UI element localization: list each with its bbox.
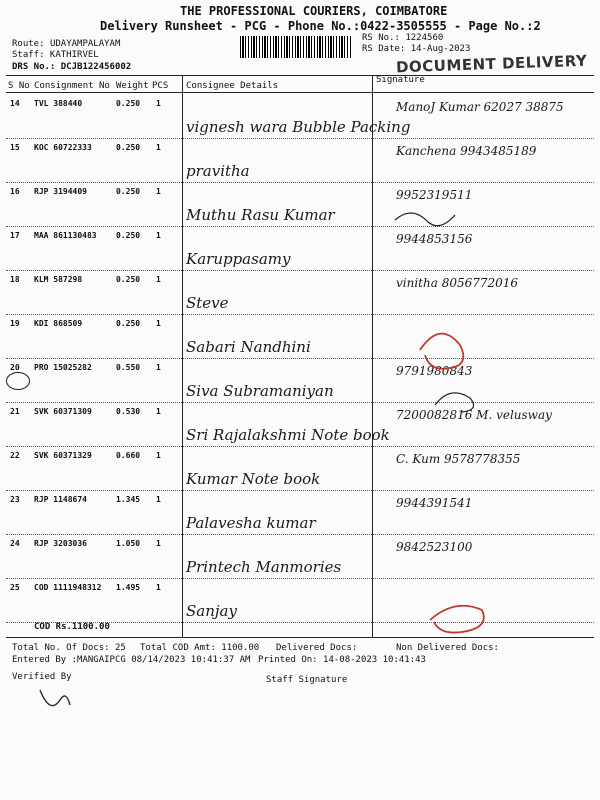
row-consignee-handwritten: vignesh wara Bubble Packing [186, 118, 411, 136]
col-signature: Signature [376, 75, 425, 85]
row-sno: 18 [10, 275, 20, 284]
row-signature-handwritten: Kanchena 9943485189 [396, 144, 537, 158]
row-consignee-handwritten: Palavesha kumar [186, 514, 316, 532]
col-consignee: Consignee Details [186, 81, 279, 91]
route-value: UDAYAMPALAYAM [49, 39, 121, 49]
row-consignment-no: TVL 388440 [34, 99, 83, 108]
row-consignment-no: COD 1111948312 [34, 583, 102, 592]
row-signature-handwritten: 9944391541 [396, 496, 473, 510]
staff-label: Staff: KATHIRVEL [12, 50, 99, 60]
row-signature-handwritten: vinitha 8056772016 [396, 276, 519, 290]
row-weight: 1.050 [116, 539, 141, 548]
row-sno: 23 [10, 495, 20, 504]
row-signature-handwritten: C. Kum 9578778355 [396, 452, 521, 466]
row-pcs: 1 [156, 451, 161, 460]
row-pcs: 1 [156, 407, 161, 416]
row-sno: 15 [10, 143, 20, 152]
row-signature-handwritten: 7200082816 M. velusway [396, 408, 552, 422]
staff-signature-label: Staff Signature [266, 675, 348, 685]
row-consignment-no: MAA 861130483 [34, 231, 97, 240]
runsheet-subtitle: Delivery Runsheet - PCG - Phone No.:0422-3505555 - Page No.:2 [100, 19, 541, 33]
col-weight: Weight [116, 81, 149, 91]
row-signature-handwritten: 9952319511 [396, 188, 473, 202]
row-sno: 14 [10, 99, 20, 108]
row-pcs: 1 [156, 187, 161, 196]
red-signature-25 [430, 606, 484, 633]
row-signature-handwritten: 9842523100 [396, 540, 473, 554]
row-consignment-no: SVK 60371329 [34, 451, 92, 460]
row-consignee-handwritten: Sabari Nandhini [186, 338, 311, 356]
entered-by: Entered By :MANGAIPCG 08/14/2023 10:41:37 AM [12, 655, 251, 665]
delivered-docs: Delivered Docs: [276, 643, 358, 653]
row-consignee-handwritten: Sanjay [186, 602, 237, 620]
row-consignee-handwritten: Kumar Note book [186, 470, 321, 488]
row-consignment-no: RJP 3194409 [34, 187, 87, 196]
row-weight: 0.250 [116, 99, 141, 108]
row-weight: 0.250 [116, 275, 141, 284]
col-sno: S No [8, 81, 30, 91]
row-consignment-no: RJP 3203036 [34, 539, 87, 548]
row-weight: 0.550 [116, 363, 141, 372]
row-weight: 0.250 [116, 143, 141, 152]
document-delivery-stamp: DOCUMENT DELIVERY [395, 51, 588, 77]
row-consignee-handwritten: Sri Rajalakshmi Note book [186, 426, 390, 444]
company-title: THE PROFESSIONAL COURIERS, COIMBATORE [180, 4, 448, 18]
row-weight: 1.345 [116, 495, 141, 504]
printed-on: Printed On: 14-08-2023 10:41:43 [258, 655, 426, 665]
non-delivered-docs: Non Delivered Docs: [396, 643, 499, 653]
row-pcs: 1 [156, 319, 161, 328]
signature-scribble-16 [395, 213, 455, 226]
row-sno: 24 [10, 539, 20, 548]
row-weight: 1.495 [116, 583, 141, 592]
rs-date: RS Date: 14-Aug-2023 [362, 44, 471, 54]
row-consignment-no: RJP 1148674 [34, 495, 87, 504]
row-weight: 0.660 [116, 451, 141, 460]
tick-mark-verified [40, 690, 70, 706]
cod-amount: COD Rs.1100.00 [34, 622, 110, 632]
row-weight: 0.250 [116, 187, 141, 196]
row-consignee-handwritten: Printech Manmories [186, 558, 342, 576]
row-signature-handwritten: 9791980843 [396, 364, 473, 378]
row-weight: 0.530 [116, 407, 141, 416]
red-signature-19 [420, 334, 463, 369]
row-signature-handwritten: ManoJ Kumar 62027 38875 [396, 100, 564, 114]
row-pcs: 1 [156, 363, 161, 372]
row-sno: 22 [10, 451, 20, 460]
row-signature-handwritten: 9944853156 [396, 232, 473, 246]
row-pcs: 1 [156, 495, 161, 504]
row-consignment-no: PRO 15025282 [34, 363, 92, 372]
row-pcs: 1 [156, 275, 161, 284]
col-consignment: Consignment No [34, 81, 110, 91]
row-consignment-no: KOC 60722333 [34, 143, 92, 152]
row-consignment-no: KDI 868509 [34, 319, 83, 328]
row-pcs: 1 [156, 99, 161, 108]
signature-scribble-20 [435, 393, 474, 412]
row-weight: 0.250 [116, 319, 141, 328]
row-consignee-handwritten: pravitha [186, 162, 250, 180]
rs-number: RS No.: 1224560 [362, 33, 444, 43]
row-sno: 25 [10, 583, 20, 592]
row-pcs: 1 [156, 583, 161, 592]
route-label: Route: [12, 39, 45, 49]
total-cod: Total COD Amt: 1100.00 [140, 643, 260, 653]
total-docs: Total No. Of Docs: 25 [12, 643, 126, 653]
row-pcs: 1 [156, 143, 161, 152]
row-sno: 17 [10, 231, 20, 240]
row-pcs: 1 [156, 231, 161, 240]
col-pcs: PCS [152, 81, 169, 91]
row-consignee-handwritten: Steve [186, 294, 229, 312]
row-sno: 20 [10, 363, 20, 372]
verified-by: Verified By [12, 672, 72, 682]
row-pcs: 1 [156, 539, 161, 548]
row-sno: 19 [10, 319, 20, 328]
row-sno: 21 [10, 407, 20, 416]
row-consignee-handwritten: Muthu Rasu Kumar [186, 206, 335, 224]
row-consignment-no: SVK 60371309 [34, 407, 92, 416]
row-sno: 16 [10, 187, 20, 196]
row-consignee-handwritten: Siva Subramaniyan [186, 382, 334, 400]
row-weight: 0.250 [116, 231, 141, 240]
row-consignee-handwritten: Karuppasamy [186, 250, 291, 268]
row-consignment-no: KLM 587298 [34, 275, 83, 284]
drs-number: DRS No.: DCJB122456002 [12, 62, 132, 72]
